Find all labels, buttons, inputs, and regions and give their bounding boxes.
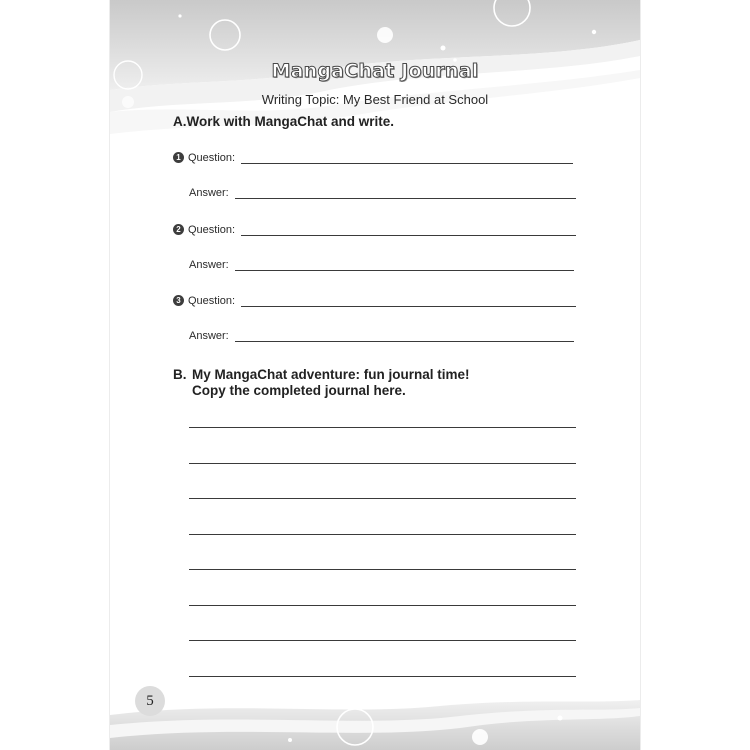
- answer-label: Answer:: [189, 330, 229, 342]
- question-blank-2[interactable]: [241, 225, 576, 236]
- item-number-2: 2: [173, 224, 184, 235]
- section-b-instruction: Copy the completed journal here.: [192, 383, 406, 398]
- answer-row-3: [189, 330, 574, 342]
- journal-line[interactable]: [189, 676, 576, 677]
- answer-blank-2[interactable]: [235, 260, 574, 271]
- journal-line[interactable]: [189, 605, 576, 606]
- answer-label: Answer:: [189, 187, 229, 199]
- writing-topic: Writing Topic: My Best Friend at School: [261, 92, 489, 107]
- journal-page: [110, 0, 640, 750]
- journal-line[interactable]: [189, 640, 576, 641]
- answer-blank-1[interactable]: [235, 188, 576, 199]
- journal-line[interactable]: [189, 463, 576, 464]
- journal-line[interactable]: [189, 498, 576, 499]
- section-b-letter: B.: [173, 367, 187, 382]
- section-b-heading: [173, 367, 470, 399]
- item-number-1: 1: [173, 152, 184, 163]
- answer-label: Answer:: [189, 259, 229, 271]
- answer-row-2: [189, 259, 574, 271]
- question-row-3: [173, 295, 576, 307]
- question-blank-3[interactable]: [241, 296, 576, 307]
- question-label: Question:: [188, 295, 236, 307]
- question-row-2: [173, 224, 576, 236]
- section-b-title: My MangaChat adventure: fun journal time!: [192, 367, 470, 382]
- journal-line[interactable]: [189, 534, 576, 535]
- page-number-badge: 5: [135, 686, 165, 716]
- journal-line[interactable]: [189, 569, 576, 570]
- question-row-1: [173, 152, 573, 164]
- answer-blank-3[interactable]: [235, 331, 574, 342]
- question-label: Question:: [188, 224, 236, 236]
- question-label: Question:: [188, 152, 236, 164]
- question-blank-1[interactable]: [241, 153, 573, 164]
- item-number-3: 3: [173, 295, 184, 306]
- section-a-heading: A.Work with MangaChat and write.: [173, 114, 395, 129]
- journal-line[interactable]: [189, 427, 576, 428]
- answer-row-1: [189, 187, 576, 199]
- page-title: MangaChat Journal: [271, 60, 479, 82]
